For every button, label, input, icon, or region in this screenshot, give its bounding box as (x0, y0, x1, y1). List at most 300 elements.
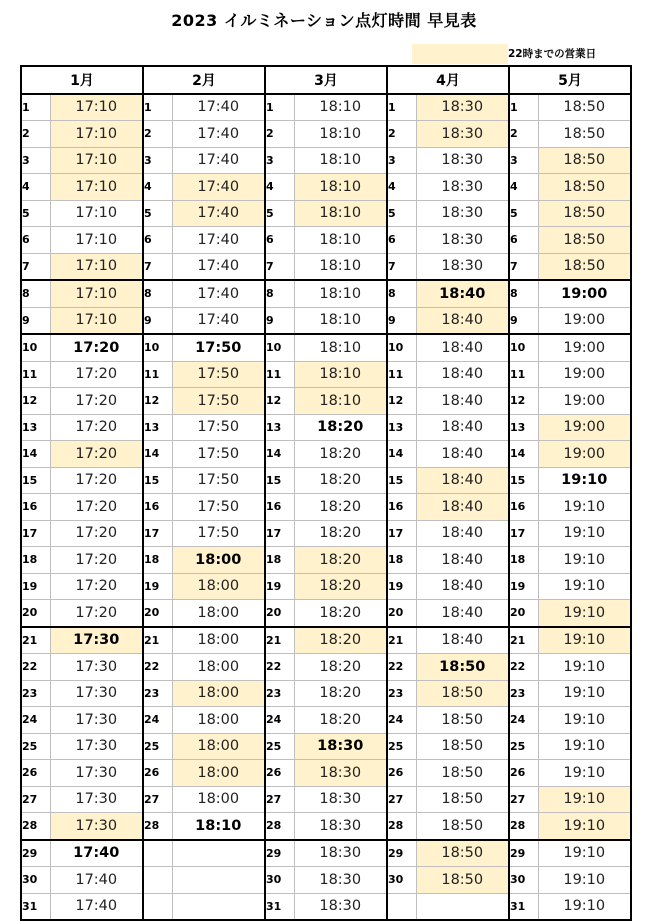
day-number: 23 (387, 680, 416, 707)
table-row (21, 654, 631, 681)
lighting-time (172, 840, 265, 867)
lighting-time: 18:50 (416, 786, 509, 813)
table-row (21, 547, 631, 574)
month-header: 1月 (21, 66, 143, 94)
lighting-time: 18:30 (416, 253, 509, 280)
day-number: 3 (143, 147, 172, 174)
lighting-time: 17:20 (50, 361, 143, 388)
lighting-time: 17:20 (50, 334, 143, 361)
day-number: 9 (143, 307, 172, 334)
day-number: 20 (143, 600, 172, 627)
day-number: 17 (21, 520, 50, 547)
day-number: 21 (21, 627, 50, 654)
day-number: 4 (265, 174, 294, 201)
day-number: 6 (509, 227, 538, 254)
lighting-time: 18:50 (416, 813, 509, 840)
lighting-time: 18:30 (294, 893, 387, 920)
month-header: 2月 (143, 66, 265, 94)
day-number: 15 (509, 467, 538, 494)
day-number: 17 (387, 520, 416, 547)
lighting-time: 18:30 (294, 867, 387, 894)
day-number: 15 (143, 467, 172, 494)
lighting-time: 17:20 (50, 388, 143, 415)
day-number: 29 (265, 840, 294, 867)
day-number: 24 (387, 707, 416, 734)
day-number: 14 (387, 441, 416, 468)
lighting-time: 18:50 (416, 733, 509, 760)
lighting-time: 18:10 (294, 174, 387, 201)
day-number: 3 (509, 147, 538, 174)
lighting-time: 17:20 (50, 467, 143, 494)
day-number: 14 (143, 441, 172, 468)
lighting-time: 18:00 (172, 654, 265, 681)
day-number: 5 (21, 200, 50, 227)
day-number: 24 (509, 707, 538, 734)
day-number: 25 (21, 733, 50, 760)
month-header: 4月 (387, 66, 509, 94)
lighting-time: 18:40 (416, 280, 509, 307)
day-number: 1 (143, 94, 172, 121)
lighting-time: 18:20 (294, 494, 387, 521)
day-number: 13 (509, 414, 538, 441)
day-number: 12 (143, 388, 172, 415)
lighting-time: 17:40 (50, 840, 143, 867)
lighting-time: 18:50 (416, 680, 509, 707)
day-number: 12 (265, 388, 294, 415)
lighting-time: 17:30 (50, 760, 143, 787)
lighting-time: 19:10 (538, 600, 631, 627)
day-number (143, 840, 172, 867)
day-number: 11 (387, 361, 416, 388)
lighting-time: 17:20 (50, 441, 143, 468)
day-number: 1 (509, 94, 538, 121)
day-number: 19 (21, 573, 50, 600)
lighting-time: 18:00 (172, 707, 265, 734)
lighting-time: 18:30 (294, 760, 387, 787)
lighting-time: 18:20 (294, 467, 387, 494)
day-number: 28 (265, 813, 294, 840)
day-number: 22 (387, 654, 416, 681)
lighting-time: 18:30 (294, 813, 387, 840)
day-number: 21 (387, 627, 416, 654)
month-header: 3月 (265, 66, 387, 94)
lighting-time: 17:10 (50, 94, 143, 121)
day-number: 26 (21, 760, 50, 787)
day-number: 29 (387, 840, 416, 867)
day-number: 3 (387, 147, 416, 174)
lighting-time: 19:10 (538, 627, 631, 654)
day-number: 16 (387, 494, 416, 521)
table-row (21, 707, 631, 734)
day-number: 20 (21, 600, 50, 627)
day-number: 16 (21, 494, 50, 521)
day-number: 25 (143, 733, 172, 760)
lighting-time: 18:20 (294, 680, 387, 707)
day-number: 20 (265, 600, 294, 627)
day-number: 30 (387, 867, 416, 894)
table-row (21, 600, 631, 627)
lighting-time: 17:30 (50, 733, 143, 760)
lighting-time: 19:10 (538, 707, 631, 734)
lighting-time (172, 893, 265, 920)
day-number: 27 (387, 786, 416, 813)
day-number (143, 893, 172, 920)
day-number: 30 (265, 867, 294, 894)
lighting-time: 17:50 (172, 494, 265, 521)
lighting-time: 18:40 (416, 307, 509, 334)
lighting-time: 18:50 (416, 654, 509, 681)
day-number: 17 (143, 520, 172, 547)
lighting-time: 18:50 (416, 707, 509, 734)
lighting-time: 17:10 (50, 280, 143, 307)
day-number: 10 (265, 334, 294, 361)
day-number: 16 (265, 494, 294, 521)
table-row (21, 573, 631, 600)
lighting-time: 18:00 (172, 547, 265, 574)
day-number: 23 (265, 680, 294, 707)
day-number: 9 (265, 307, 294, 334)
day-number: 5 (509, 200, 538, 227)
lighting-time: 18:30 (294, 733, 387, 760)
day-number: 21 (265, 627, 294, 654)
table-row (21, 361, 631, 388)
lighting-time: 17:20 (50, 573, 143, 600)
lighting-time: 18:20 (294, 600, 387, 627)
schedule-body (21, 94, 631, 921)
lighting-time: 18:10 (294, 253, 387, 280)
day-number: 8 (143, 280, 172, 307)
day-number: 14 (21, 441, 50, 468)
lighting-time: 19:00 (538, 388, 631, 415)
day-number (143, 867, 172, 894)
day-number: 27 (143, 786, 172, 813)
day-number: 1 (387, 94, 416, 121)
day-number: 2 (265, 121, 294, 148)
lighting-time: 18:20 (294, 707, 387, 734)
lighting-time: 19:10 (538, 733, 631, 760)
lighting-time: 18:40 (416, 441, 509, 468)
table-row (21, 200, 631, 227)
table-row (21, 867, 631, 894)
lighting-time: 18:30 (416, 147, 509, 174)
day-number: 19 (265, 573, 294, 600)
lighting-time: 19:10 (538, 520, 631, 547)
day-number: 11 (509, 361, 538, 388)
lighting-time: 18:40 (416, 600, 509, 627)
lighting-time: 19:00 (538, 441, 631, 468)
lighting-time: 17:30 (50, 627, 143, 654)
lighting-time: 18:10 (294, 94, 387, 121)
day-number: 27 (509, 786, 538, 813)
day-number: 15 (21, 467, 50, 494)
day-number: 9 (21, 307, 50, 334)
lighting-time: 19:10 (538, 867, 631, 894)
day-number: 21 (509, 627, 538, 654)
day-number: 26 (509, 760, 538, 787)
day-number: 28 (509, 813, 538, 840)
day-number: 9 (509, 307, 538, 334)
lighting-time: 19:10 (538, 467, 631, 494)
day-number: 5 (387, 200, 416, 227)
lighting-time: 17:30 (50, 654, 143, 681)
lighting-time: 18:40 (416, 627, 509, 654)
lighting-time: 17:50 (172, 361, 265, 388)
day-number: 26 (265, 760, 294, 787)
lighting-time: 17:40 (172, 121, 265, 148)
day-number: 4 (143, 174, 172, 201)
day-number: 28 (21, 813, 50, 840)
table-row (21, 334, 631, 361)
day-number: 31 (265, 893, 294, 920)
lighting-time: 18:50 (416, 867, 509, 894)
table-row (21, 94, 631, 121)
day-number: 24 (265, 707, 294, 734)
day-number: 26 (387, 760, 416, 787)
lighting-time: 18:30 (294, 840, 387, 867)
table-row (21, 733, 631, 760)
day-number: 11 (143, 361, 172, 388)
lighting-time: 18:10 (294, 121, 387, 148)
lighting-time: 18:20 (294, 520, 387, 547)
day-number: 12 (21, 388, 50, 415)
day-number: 22 (265, 654, 294, 681)
lighting-time: 18:50 (538, 147, 631, 174)
day-number: 27 (21, 786, 50, 813)
lighting-time: 18:30 (416, 121, 509, 148)
day-number: 11 (21, 361, 50, 388)
lighting-time: 19:10 (538, 573, 631, 600)
day-number: 31 (21, 893, 50, 920)
lighting-time: 17:10 (50, 253, 143, 280)
day-number: 2 (143, 121, 172, 148)
lighting-time: 19:10 (538, 547, 631, 574)
day-number: 30 (509, 867, 538, 894)
lighting-time: 18:50 (538, 94, 631, 121)
day-number: 23 (509, 680, 538, 707)
day-number: 21 (143, 627, 172, 654)
lighting-time: 19:00 (538, 414, 631, 441)
day-number: 10 (387, 334, 416, 361)
day-number: 18 (387, 547, 416, 574)
lighting-time: 19:00 (538, 334, 631, 361)
day-number: 7 (509, 253, 538, 280)
lighting-time: 18:20 (294, 654, 387, 681)
day-number: 22 (21, 654, 50, 681)
lighting-time: 19:00 (538, 361, 631, 388)
day-number: 4 (21, 174, 50, 201)
lighting-time: 17:10 (50, 121, 143, 148)
lighting-time: 18:10 (294, 227, 387, 254)
table-row (21, 494, 631, 521)
month-header-row (21, 66, 631, 94)
day-number: 28 (143, 813, 172, 840)
day-number: 12 (509, 388, 538, 415)
lighting-time: 17:30 (50, 680, 143, 707)
lighting-time: 18:40 (416, 547, 509, 574)
lighting-time: 17:40 (172, 94, 265, 121)
lighting-time: 17:20 (50, 520, 143, 547)
day-number: 3 (21, 147, 50, 174)
lighting-time: 18:40 (416, 467, 509, 494)
lighting-time: 18:50 (416, 760, 509, 787)
lighting-time: 18:40 (416, 494, 509, 521)
day-number: 4 (387, 174, 416, 201)
table-row (21, 786, 631, 813)
lighting-time: 17:30 (50, 786, 143, 813)
table-row (21, 520, 631, 547)
lighting-time: 18:30 (416, 227, 509, 254)
lighting-time: 17:10 (50, 200, 143, 227)
lighting-time: 19:10 (538, 813, 631, 840)
day-number: 7 (21, 253, 50, 280)
day-number: 15 (265, 467, 294, 494)
day-number: 12 (387, 388, 416, 415)
lighting-time: 18:20 (294, 441, 387, 468)
day-number: 5 (143, 200, 172, 227)
lighting-time: 17:50 (172, 520, 265, 547)
day-number: 9 (387, 307, 416, 334)
lighting-time: 17:40 (172, 227, 265, 254)
table-row (21, 121, 631, 148)
day-number: 13 (387, 414, 416, 441)
day-number: 29 (21, 840, 50, 867)
day-number: 2 (509, 121, 538, 148)
day-number: 2 (387, 121, 416, 148)
day-number: 22 (509, 654, 538, 681)
lighting-time: 17:20 (50, 600, 143, 627)
day-number: 16 (509, 494, 538, 521)
lighting-time: 18:00 (172, 680, 265, 707)
day-number: 8 (509, 280, 538, 307)
lighting-time: 17:40 (172, 200, 265, 227)
lighting-time: 18:40 (416, 361, 509, 388)
lighting-time: 19:10 (538, 893, 631, 920)
lighting-time: 18:30 (416, 200, 509, 227)
schedule-table (20, 65, 632, 921)
lighting-time: 17:40 (172, 280, 265, 307)
day-number: 7 (143, 253, 172, 280)
lighting-time: 17:40 (50, 867, 143, 894)
day-number: 13 (143, 414, 172, 441)
lighting-time: 19:10 (538, 840, 631, 867)
lighting-time: 19:10 (538, 654, 631, 681)
lighting-time: 18:40 (416, 414, 509, 441)
lighting-time: 17:50 (172, 441, 265, 468)
lighting-time: 17:10 (50, 227, 143, 254)
lighting-time: 17:50 (172, 414, 265, 441)
lighting-time: 17:40 (172, 253, 265, 280)
page-title: 2023 イルミネーション点灯時間 早見表 (171, 11, 477, 30)
day-number: 18 (509, 547, 538, 574)
lighting-time: 18:00 (172, 627, 265, 654)
day-number: 31 (509, 893, 538, 920)
day-number: 18 (265, 547, 294, 574)
lighting-time: 17:10 (50, 174, 143, 201)
day-number: 23 (21, 680, 50, 707)
table-row (21, 280, 631, 307)
day-number: 1 (21, 94, 50, 121)
day-number: 23 (143, 680, 172, 707)
lighting-time: 17:20 (50, 494, 143, 521)
lighting-time: 18:00 (172, 600, 265, 627)
lighting-time: 18:30 (294, 786, 387, 813)
day-number: 15 (387, 467, 416, 494)
day-number: 7 (387, 253, 416, 280)
day-number: 19 (143, 573, 172, 600)
day-number: 16 (143, 494, 172, 521)
lighting-time: 17:50 (172, 467, 265, 494)
lighting-time: 18:00 (172, 786, 265, 813)
day-number: 4 (509, 174, 538, 201)
lighting-time: 19:00 (538, 307, 631, 334)
table-row (21, 813, 631, 840)
lighting-time: 17:40 (50, 893, 143, 920)
day-number: 8 (387, 280, 416, 307)
lighting-time (416, 893, 509, 920)
lighting-time: 18:50 (538, 200, 631, 227)
lighting-time: 17:30 (50, 813, 143, 840)
legend-label: 22時までの営業日 (508, 48, 597, 60)
day-number: 29 (509, 840, 538, 867)
lighting-time: 17:40 (172, 307, 265, 334)
lighting-time: 17:40 (172, 174, 265, 201)
day-number: 18 (21, 547, 50, 574)
day-number: 30 (21, 867, 50, 894)
lighting-time: 18:50 (416, 840, 509, 867)
day-number: 19 (387, 573, 416, 600)
lighting-time: 18:10 (294, 307, 387, 334)
day-number: 1 (265, 94, 294, 121)
day-number: 5 (265, 200, 294, 227)
day-number: 22 (143, 654, 172, 681)
day-number: 19 (509, 573, 538, 600)
month-header: 5月 (509, 66, 631, 94)
day-number: 26 (143, 760, 172, 787)
day-number: 28 (387, 813, 416, 840)
day-number: 8 (265, 280, 294, 307)
table-row (21, 760, 631, 787)
lighting-time: 18:00 (172, 733, 265, 760)
day-number: 24 (143, 707, 172, 734)
day-number: 18 (143, 547, 172, 574)
table-row (21, 467, 631, 494)
lighting-time: 18:50 (538, 227, 631, 254)
lighting-time: 19:10 (538, 494, 631, 521)
day-number: 3 (265, 147, 294, 174)
day-number: 7 (265, 253, 294, 280)
lighting-time: 19:10 (538, 680, 631, 707)
lighting-time: 19:10 (538, 786, 631, 813)
day-number: 14 (509, 441, 538, 468)
day-number: 8 (21, 280, 50, 307)
day-number: 20 (509, 600, 538, 627)
lighting-time: 18:30 (416, 94, 509, 121)
lighting-time: 18:50 (538, 253, 631, 280)
lighting-time: 17:50 (172, 334, 265, 361)
day-number: 6 (143, 227, 172, 254)
lighting-time: 18:20 (294, 573, 387, 600)
day-number: 13 (265, 414, 294, 441)
day-number: 6 (265, 227, 294, 254)
day-number: 17 (265, 520, 294, 547)
table-row (21, 893, 631, 920)
day-number: 17 (509, 520, 538, 547)
lighting-time: 17:50 (172, 388, 265, 415)
lighting-time: 18:10 (294, 147, 387, 174)
lighting-time: 18:50 (538, 174, 631, 201)
table-row (21, 227, 631, 254)
table-row (21, 388, 631, 415)
